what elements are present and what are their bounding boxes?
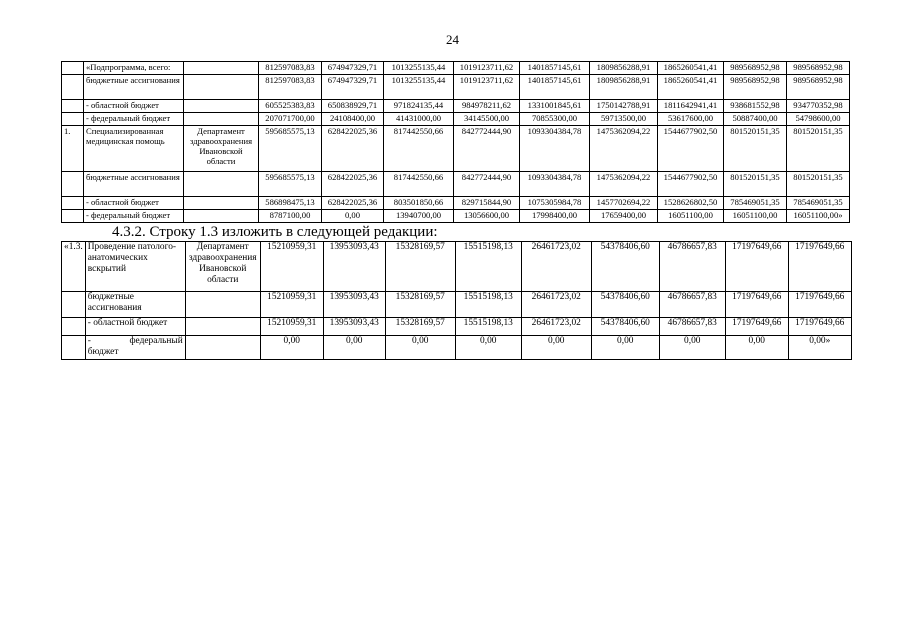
value-cell: 16051100,00 xyxy=(658,210,724,223)
value-cell: 1544677902,50 xyxy=(658,126,724,172)
value-cell: 785469051,35 xyxy=(724,197,787,210)
value-cell: 674947329,71 xyxy=(322,75,384,100)
value-cell: 0,00» xyxy=(788,336,851,360)
value-cell: 54378406,60 xyxy=(591,292,659,318)
value-cell: 1528626802,50 xyxy=(658,197,724,210)
budget-table-subprogram xyxy=(61,61,850,223)
value-cell: 1401857145,61 xyxy=(520,62,590,75)
department-cell xyxy=(185,318,260,336)
value-cell: 0,00 xyxy=(521,336,591,360)
value-cell: 13953093,43 xyxy=(323,242,385,292)
table-row xyxy=(62,336,852,360)
value-cell: 628422025,36 xyxy=(322,172,384,197)
value-cell: 54378406,60 xyxy=(591,242,659,292)
value-cell: 15328169,57 xyxy=(385,242,455,292)
value-cell: 1013255135,44 xyxy=(384,75,454,100)
row-name-cell: - областной бюджет xyxy=(85,318,185,336)
value-cell: 54798600,00 xyxy=(787,113,850,126)
table-row xyxy=(62,62,850,75)
value-cell: 13056600,00 xyxy=(454,210,520,223)
table-row xyxy=(62,292,852,318)
value-cell: 1013255135,44 xyxy=(384,62,454,75)
value-cell: 989568952,98 xyxy=(724,75,787,100)
row-number-cell xyxy=(62,292,86,318)
value-cell: 26461723,02 xyxy=(521,292,591,318)
table-row xyxy=(62,172,850,197)
value-cell: 53617600,00 xyxy=(658,113,724,126)
department-cell xyxy=(184,62,259,75)
value-cell: 801520151,35 xyxy=(724,126,787,172)
value-cell: 17197649,66 xyxy=(788,318,851,336)
value-cell: 595685575,13 xyxy=(259,126,322,172)
budget-table-row-1-3 xyxy=(61,241,852,360)
value-cell: 59713500,00 xyxy=(590,113,658,126)
department-cell xyxy=(184,113,259,126)
value-cell: 812597083,83 xyxy=(259,75,322,100)
value-cell: 674947329,71 xyxy=(322,62,384,75)
value-cell: 17998400,00 xyxy=(520,210,590,223)
value-cell: 605525383,83 xyxy=(259,100,322,113)
value-cell: 0,00 xyxy=(323,336,385,360)
value-cell: 1475362094,22 xyxy=(590,126,658,172)
row-number-cell xyxy=(62,210,84,223)
table-row xyxy=(62,113,850,126)
value-cell: 46786657,83 xyxy=(659,292,725,318)
value-cell: 1075305984,78 xyxy=(520,197,590,210)
value-cell: 16051100,00 xyxy=(724,210,787,223)
department-cell xyxy=(184,210,259,223)
value-cell: 1331001845,61 xyxy=(520,100,590,113)
value-cell: 1093304384,78 xyxy=(520,126,590,172)
value-cell: 934770352,98 xyxy=(787,100,850,113)
department-cell xyxy=(185,292,260,318)
value-cell: 842772444,90 xyxy=(454,172,520,197)
value-cell: 50887400,00 xyxy=(724,113,787,126)
row-number-cell xyxy=(62,75,84,100)
value-cell: 13953093,43 xyxy=(323,318,385,336)
value-cell: 46786657,83 xyxy=(659,318,725,336)
value-cell: 46786657,83 xyxy=(659,242,725,292)
value-cell: 0,00 xyxy=(455,336,521,360)
row-number-cell xyxy=(62,318,86,336)
value-cell: 586898475,13 xyxy=(259,197,322,210)
value-cell: 17659400,00 xyxy=(590,210,658,223)
value-cell: 17197649,66 xyxy=(725,292,788,318)
value-cell: 1811642941,41 xyxy=(658,100,724,113)
row-number-cell xyxy=(62,197,84,210)
value-cell: 817442550,66 xyxy=(384,172,454,197)
row-name-part: федеральный xyxy=(129,336,183,346)
table-row xyxy=(62,210,850,223)
row-name-cell: Специализированная медицинская помощь xyxy=(84,126,184,172)
value-cell: 34145500,00 xyxy=(454,113,520,126)
department-cell xyxy=(184,172,259,197)
page-number: 24 xyxy=(446,32,459,47)
value-cell: 1457702694,22 xyxy=(590,197,658,210)
value-cell: 15210959,31 xyxy=(260,292,323,318)
department-cell: Департамент здравоохранения Ивановской области xyxy=(184,126,259,172)
value-cell: 650838929,71 xyxy=(322,100,384,113)
value-cell: 628422025,36 xyxy=(322,126,384,172)
row-number-cell xyxy=(62,62,84,75)
value-cell: 0,00 xyxy=(260,336,323,360)
value-cell: 41431000,00 xyxy=(384,113,454,126)
value-cell: 0,00 xyxy=(725,336,788,360)
row-name-cell: «Подпрограмма, всего: xyxy=(84,62,184,75)
value-cell: 842772444,90 xyxy=(454,126,520,172)
row-number-cell xyxy=(62,336,86,360)
table-row xyxy=(62,100,850,113)
row-name-cell: - федеральный бюджет xyxy=(84,113,184,126)
value-cell: 15515198,13 xyxy=(455,242,521,292)
table-row xyxy=(62,318,852,336)
value-cell: 595685575,13 xyxy=(259,172,322,197)
value-cell: 17197649,66 xyxy=(788,242,851,292)
table-row xyxy=(62,75,850,100)
row-number-cell xyxy=(62,100,84,113)
value-cell: 1019123711,62 xyxy=(454,75,520,100)
row-number-cell xyxy=(62,172,84,197)
department-cell: Департамент здравоохранения Ивановской области xyxy=(185,242,260,292)
row-name-cell: - федеральный бюджет xyxy=(84,210,184,223)
value-cell: 1475362094,22 xyxy=(590,172,658,197)
value-cell: 812597083,83 xyxy=(259,62,322,75)
value-cell: 13940700,00 xyxy=(384,210,454,223)
value-cell: 54378406,60 xyxy=(591,318,659,336)
value-cell: 207071700,00 xyxy=(259,113,322,126)
instruction-text: 4.3.2. Строку 1.3 изложить в следующей редакции: xyxy=(112,224,438,240)
row-name-cell: - областной бюджет xyxy=(84,100,184,113)
value-cell: 817442550,66 xyxy=(384,126,454,172)
row-name-part: бюджет xyxy=(87,347,119,357)
value-cell: 13953093,43 xyxy=(323,292,385,318)
value-cell: 829715844,90 xyxy=(454,197,520,210)
value-cell: 984978211,62 xyxy=(454,100,520,113)
row-name-part: - xyxy=(87,336,91,346)
table-row xyxy=(62,126,850,172)
row-number-cell xyxy=(62,113,84,126)
department-cell xyxy=(184,100,259,113)
value-cell: 17197649,66 xyxy=(725,318,788,336)
value-cell: 803501850,66 xyxy=(384,197,454,210)
value-cell: 1809856288,91 xyxy=(590,75,658,100)
value-cell: 26461723,02 xyxy=(521,318,591,336)
value-cell: 1750142788,91 xyxy=(590,100,658,113)
row-number-cell: «1.3. xyxy=(62,242,86,292)
value-cell: 16051100,00» xyxy=(787,210,850,223)
table-row xyxy=(62,242,852,292)
row-name-cell xyxy=(85,336,185,360)
value-cell: 0,00 xyxy=(322,210,384,223)
value-cell: 15515198,13 xyxy=(455,292,521,318)
value-cell: 24108400,00 xyxy=(322,113,384,126)
value-cell: 70855300,00 xyxy=(520,113,590,126)
value-cell: 785469051,35 xyxy=(787,197,850,210)
value-cell: 15210959,31 xyxy=(260,242,323,292)
value-cell: 15328169,57 xyxy=(385,318,455,336)
value-cell: 17197649,66 xyxy=(788,292,851,318)
value-cell: 15328169,57 xyxy=(385,292,455,318)
row-number-cell: 1. xyxy=(62,126,84,172)
value-cell: 15210959,31 xyxy=(260,318,323,336)
value-cell: 989568952,98 xyxy=(724,62,787,75)
department-cell xyxy=(184,75,259,100)
row-name-cell: бюджетные ассигнования xyxy=(84,172,184,197)
department-cell xyxy=(184,197,259,210)
value-cell: 1809856288,91 xyxy=(590,62,658,75)
row-name-cell: - областной бюджет xyxy=(84,197,184,210)
value-cell: 801520151,35 xyxy=(724,172,787,197)
value-cell: 15515198,13 xyxy=(455,318,521,336)
value-cell: 971824135,44 xyxy=(384,100,454,113)
value-cell: 1865260541,41 xyxy=(658,62,724,75)
value-cell: 8787100,00 xyxy=(259,210,322,223)
value-cell: 1401857145,61 xyxy=(520,75,590,100)
value-cell: 1019123711,62 xyxy=(454,62,520,75)
value-cell: 938681552,98 xyxy=(724,100,787,113)
row-name-cell: Проведение патолого-анатомических вскрытий xyxy=(85,242,185,292)
value-cell: 0,00 xyxy=(659,336,725,360)
value-cell: 628422025,36 xyxy=(322,197,384,210)
table-row xyxy=(62,197,850,210)
row-name-cell: бюджетные ассигнования xyxy=(85,292,185,318)
value-cell: 801520151,35 xyxy=(787,126,850,172)
value-cell: 989568952,98 xyxy=(787,75,850,100)
value-cell: 26461723,02 xyxy=(521,242,591,292)
value-cell: 0,00 xyxy=(385,336,455,360)
value-cell: 1865260541,41 xyxy=(658,75,724,100)
department-cell xyxy=(185,336,260,360)
value-cell: 1093304384,78 xyxy=(520,172,590,197)
value-cell: 1544677902,50 xyxy=(658,172,724,197)
value-cell: 17197649,66 xyxy=(725,242,788,292)
row-name-cell: бюджетные ассигнования xyxy=(84,75,184,100)
value-cell: 989568952,98 xyxy=(787,62,850,75)
value-cell: 0,00 xyxy=(591,336,659,360)
value-cell: 801520151,35 xyxy=(787,172,850,197)
